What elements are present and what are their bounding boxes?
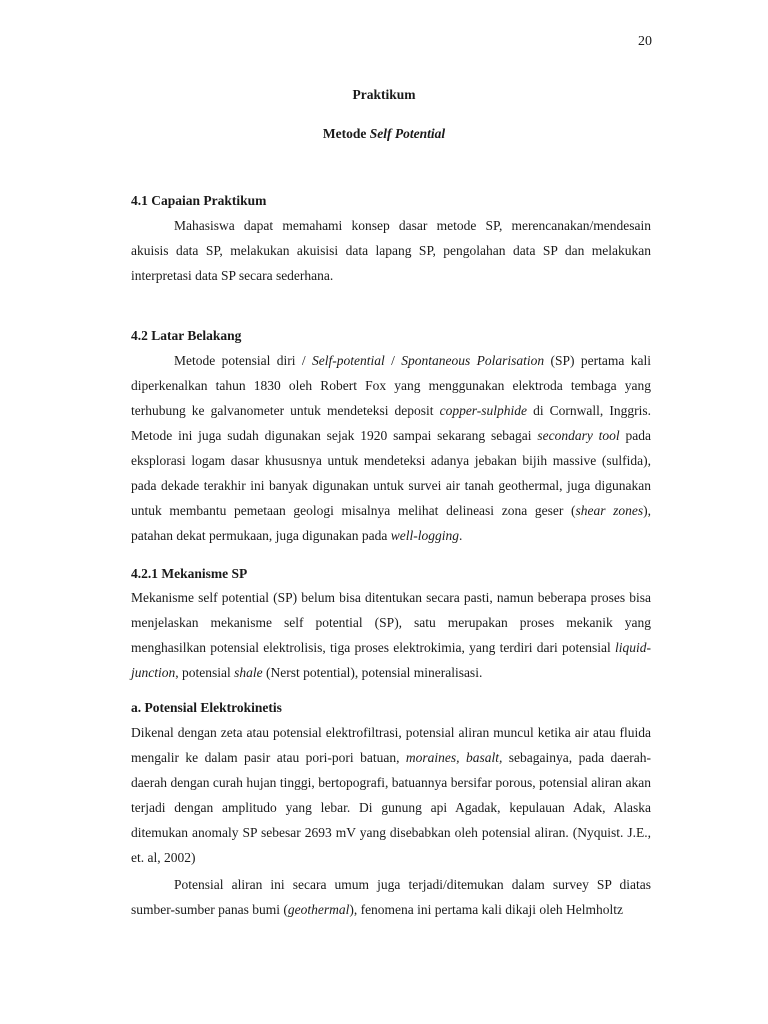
- page-number: 20: [638, 34, 652, 49]
- section-4-2-1-heading: 4.2.1 Mekanisme SP: [131, 566, 248, 581]
- section-4-1-paragraph: Mahasiswa dapat memahami konsep dasar metode SP, merencanakan/mendesain akuisis data SP, melakukan akuisisi data lapang SP, pengolahan data SP dan melakukan interpretasi data SP secara sederhana.: [131, 218, 651, 283]
- section-4-1-heading: 4.1 Capaian Praktikum: [131, 193, 267, 208]
- section-4-2-1-paragraph: Mekanisme self potential (SP) belum bisa ditentukan secara pasti, namun beberapa proses bisa menjelaskan mekanisme self potential (SP), satu merupakan proses mekanik yang menghasilkan potensial elektrolisis, tiga proses elektrokimia, yang terdiri dari potensial liquid-junction, potensial shale (Nerst potential), potensial mineralisasi.: [131, 590, 651, 680]
- section-4-2-heading: 4.2 Latar Belakang: [131, 328, 242, 343]
- section-a-paragraph-2: Potensial aliran ini secara umum juga terjadi/ditemukan dalam survey SP diatas sumber-sumber panas bumi (geothermal), fenomena ini pertama kali dikaji oleh Helmholtz: [131, 877, 651, 917]
- document-subtitle: Metode Self Potential: [322, 126, 446, 141]
- section-a-paragraph-1: Dikenal dengan zeta atau potensial elektrofiltrasi, potensial aliran muncul ketika air atau fluida mengalir ke dalam pasir atau pori-pori batuan, moraines, basalt, sebagainya, pada daerah-daerah dengan curah hujan tinggi, bertopografi, batuannya bersifar porous, potensial aliran akan terjadi dengan amplitudo yang lebar. Di gunung api Agadak, kepulauan Adak, Alaska ditemukan anomaly SP sebesar 2693 mV yang disebabkan oleh potensial aliran. (Nyquist. J.E., et. al, 2002): [131, 725, 651, 865]
- section-a-heading: a. Potensial Elektrokinetis: [131, 700, 282, 715]
- document-title: Praktikum: [352, 87, 416, 102]
- section-4-2-paragraph: Metode potensial diri / Self-potential / Spontaneous Polarisation (SP) pertama kali diperkenalkan tahun 1830 oleh Robert Fox yang menggunakan elektroda tembaga yang terhubung ke galvanometer untuk mendeteksi deposit copper-sulphide di Cornwall, Inggris. Metode ini juga sudah digunakan sejak 1920 sampai sekarang sebagai secondary tool pada eksplorasi logam dasar khususnya untuk mendeteksi adanya jebakan bijih massive (sulfida), pada dekade terakhir ini banyak digunakan untuk survei air tanah geothermal, juga digunakan untuk membantu pemetaan geologi misalnya melihat delineasi zona geser (shear zones), patahan dekat permukaan, juga digunakan pada well-logging.: [131, 353, 652, 543]
